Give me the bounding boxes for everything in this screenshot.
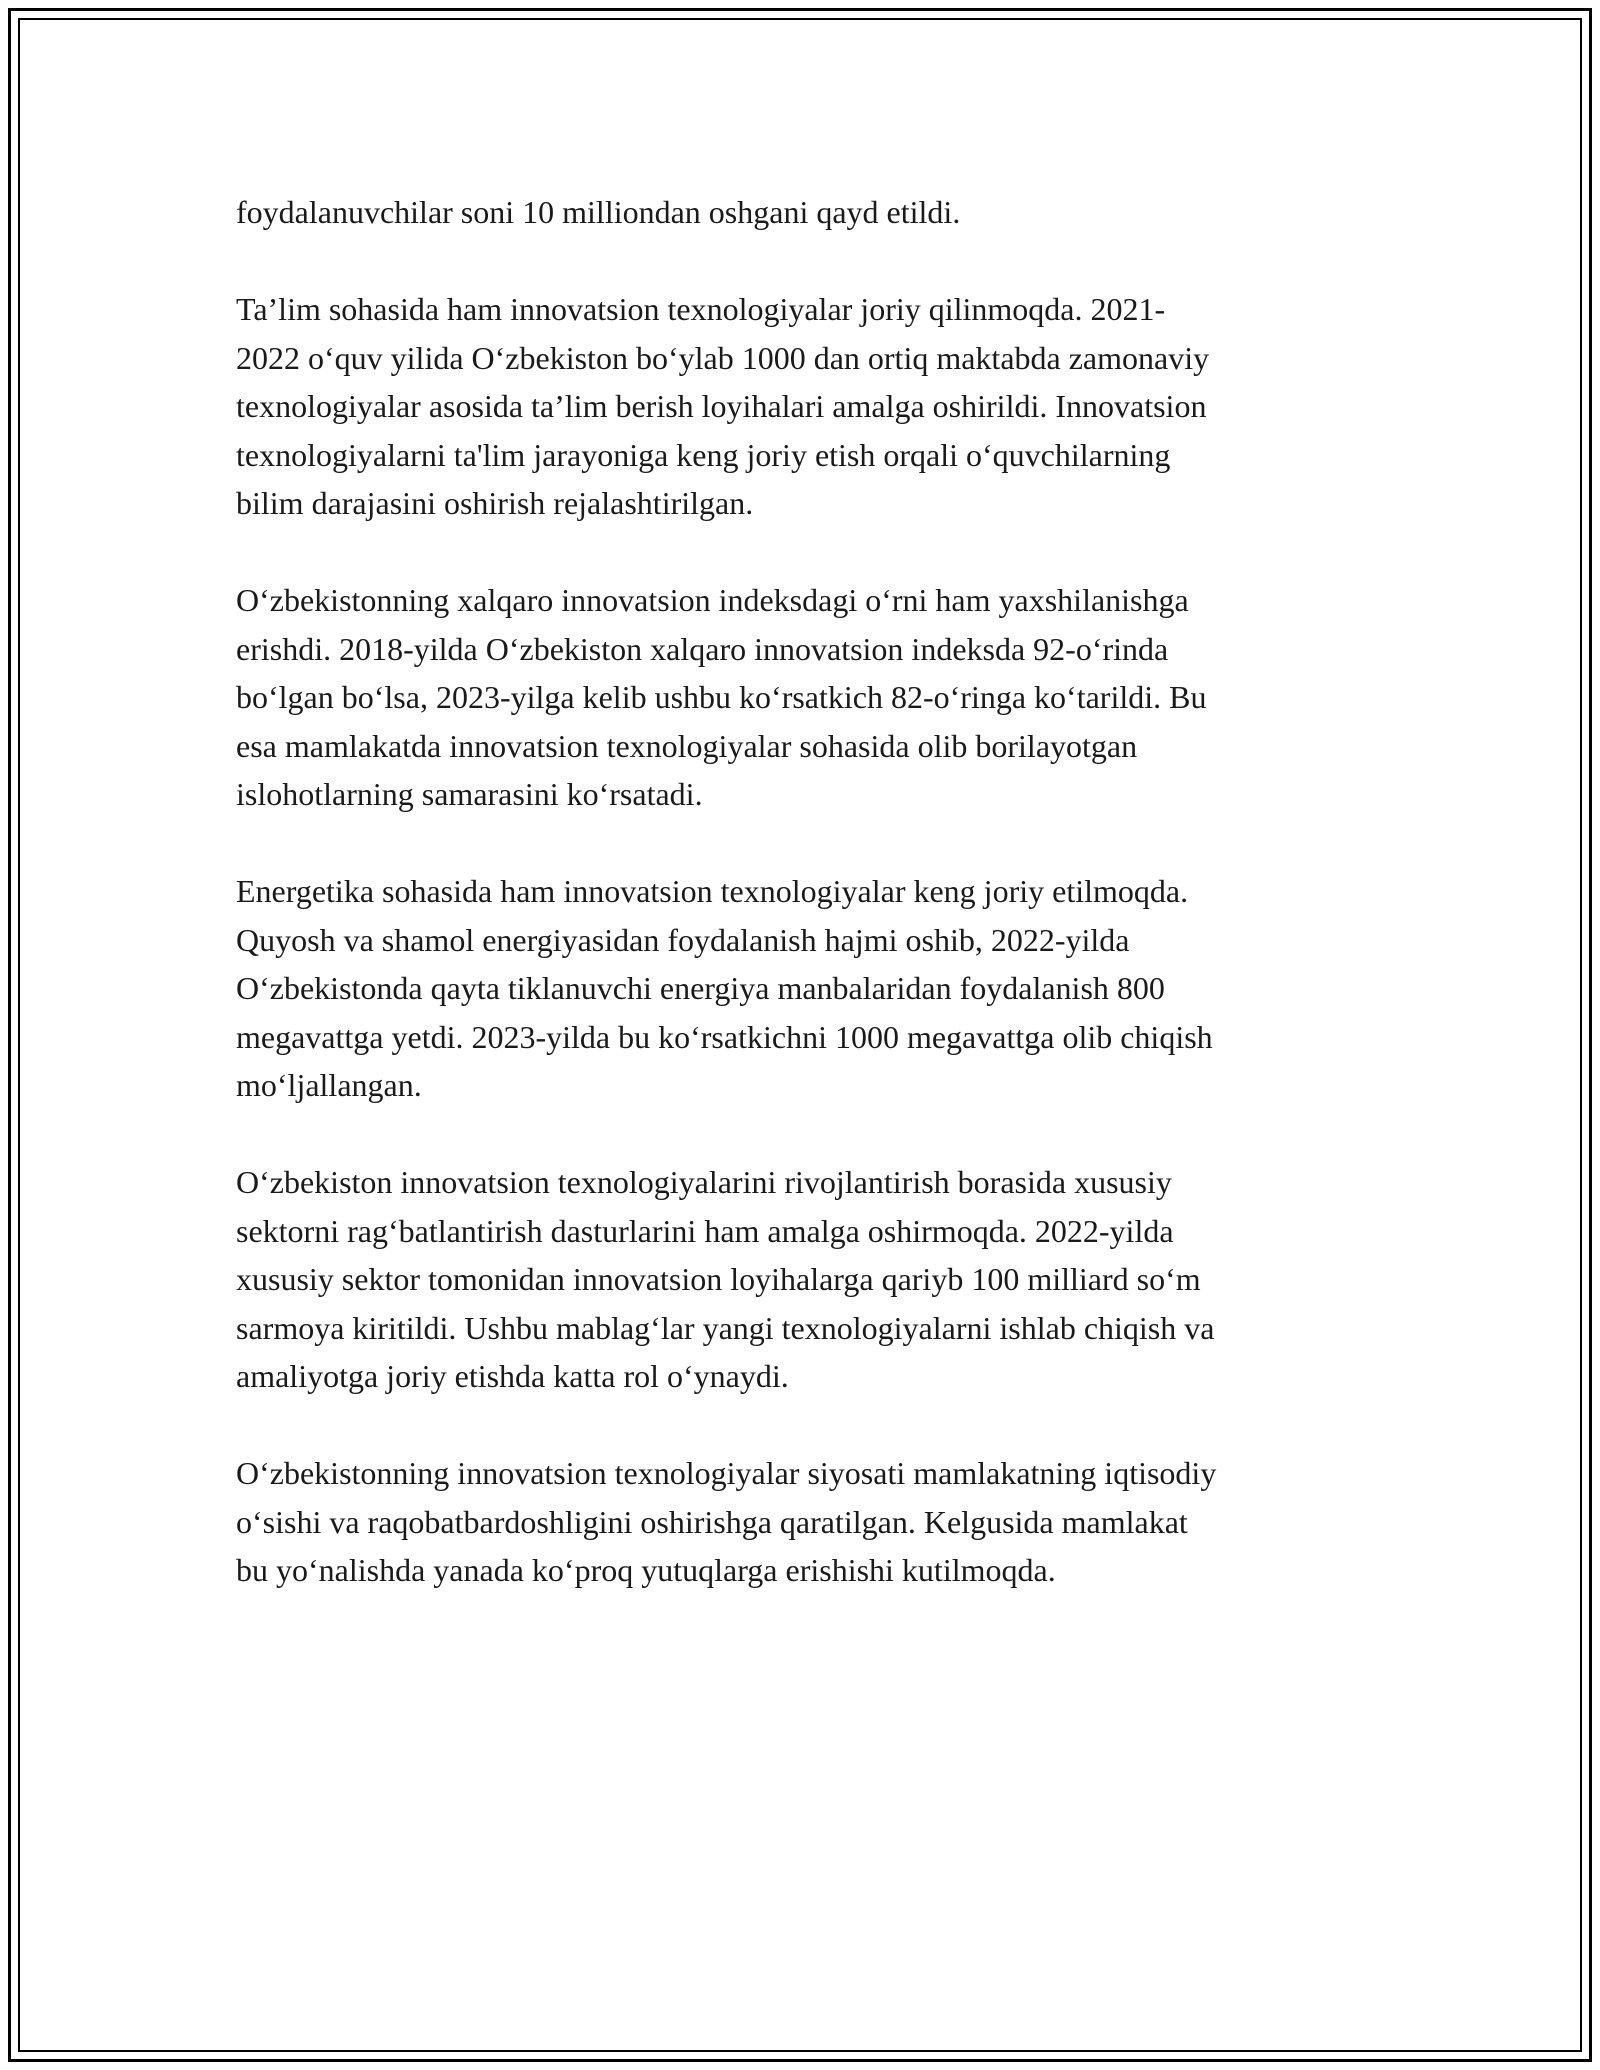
text-line: texnologiyalarni ta'lim jarayoniga keng joriy etish orqali o‘quvchilarning xyxy=(236,436,1171,473)
text-line: O‘zbekistonning innovatsion texnologiyalar siyosati mamlakatning iqtisodiy xyxy=(236,1455,1217,1491)
text-line: sektorni rag‘batlantirish dasturlarini ham amalga oshirmoqda. 2022-yilda xyxy=(236,1212,1174,1249)
text-line: Energetika sohasida ham innovatsion texnologiyalar keng joriy etilmoqda. xyxy=(236,873,1189,909)
paragraph xyxy=(236,576,1364,819)
text-line: bo‘lgan bo‘lsa, 2023-yilga kelib ushbu ko‘rsatkich 82-o‘ringa ko‘tarildi. Bu xyxy=(236,679,1207,715)
text-line: texnologiyalar asosida ta’lim berish loyihalari amalga oshirildi. Innovatsion xyxy=(236,388,1207,424)
text-line: foydalanuvchilar soni 10 milliondan oshgani qayd etildi. xyxy=(236,194,961,230)
text-line: xususiy sektor tomonidan innovatsion loyihalarga qariyb 100 milliard so‘m xyxy=(236,1261,1201,1297)
text-line: amaliyotga joriy etishda katta rol o‘ynaydi. xyxy=(236,1358,789,1394)
text-line: O‘zbekiston innovatsion texnologiyalarini rivojlantirish borasida xususiy xyxy=(236,1164,1172,1200)
text-line: esa mamlakatda innovatsion texnologiyalar sohasida olib borilayotgan xyxy=(236,727,1138,764)
text-line: o‘sishi va raqobatbardoshligini oshirishga qaratilgan. Kelgusida mamlakat xyxy=(236,1503,1188,1540)
document-body xyxy=(236,188,1364,1643)
text-line: erishdi. 2018-yilda O‘zbekiston xalqaro innovatsion indeksda 92-o‘rinda xyxy=(236,630,1169,667)
text-line: sarmoya kiritildi. Ushbu mablag‘lar yangi texnologiyalarni ishlab chiqish va xyxy=(236,1309,1215,1346)
text-line: megavattga yetdi. 2023-yilda bu ko‘rsatkichni 1000 megavattga olib chiqish xyxy=(236,1018,1213,1055)
paragraph xyxy=(236,1449,1364,1595)
text-line: bu yo‘nalishda yanada ko‘proq yutuqlarga erishishi kutilmoqda. xyxy=(236,1552,1056,1588)
text-line: O‘zbekistonning xalqaro innovatsion indeksdagi o‘rni ham yaxshilanishga xyxy=(236,582,1189,618)
text-line: Quyosh va shamol energiyasidan foydalanish hajmi oshib, 2022-yilda xyxy=(236,921,1130,958)
text-line: O‘zbekistonda qayta tiklanuvchi energiya manbalaridan foydalanish 800 xyxy=(236,970,1165,1006)
text-line: mo‘ljallangan. xyxy=(236,1067,422,1103)
paragraph xyxy=(236,285,1364,528)
text-line: Ta’lim sohasida ham innovatsion texnologiyalar joriy qilinmoqda. 2021- xyxy=(236,291,1166,327)
paragraph xyxy=(236,867,1364,1110)
paragraph xyxy=(236,188,1364,237)
text-line: bilim darajasini oshirish rejalashtirilgan. xyxy=(236,485,754,521)
text-line: 2022 o‘quv yilida O‘zbekiston bo‘ylab 1000 dan ortiq maktabda zamonaviy xyxy=(236,339,1210,376)
text-line: islohotlarning samarasini ko‘rsatadi. xyxy=(236,776,703,812)
paragraph xyxy=(236,1158,1364,1401)
